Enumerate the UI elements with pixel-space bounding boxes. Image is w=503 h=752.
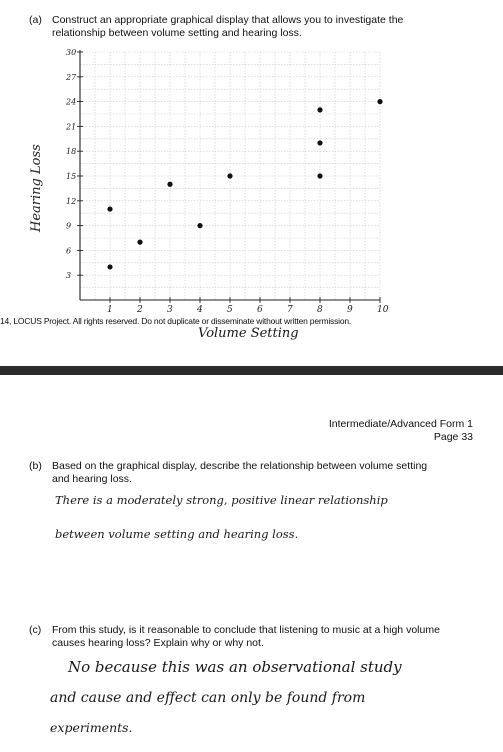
data-point: [107, 264, 112, 269]
form-header: [329, 418, 473, 444]
data-point: [167, 182, 172, 187]
part-c-label: (c): [29, 624, 42, 636]
data-point: [197, 223, 202, 228]
scatter-plot: [0, 40, 503, 320]
data-point: [317, 173, 322, 178]
x-tick-label: 1: [107, 305, 113, 315]
y-axis-label: Hearing Loss: [29, 144, 44, 232]
data-point: [317, 140, 322, 145]
part-c-prompt: From this study, is it reasonable to conclude that listening to music at a high volume causes hearing loss? Explain why or why not.: [52, 624, 440, 649]
x-tick-label: 5: [227, 305, 233, 315]
page-break-band: [0, 366, 503, 375]
y-tick-label: 6: [66, 246, 72, 256]
y-tick-label: 18: [66, 147, 77, 157]
data-point: [137, 240, 142, 245]
part-b-answer-line-1: There is a moderately strong, positive linear relationship: [55, 493, 388, 507]
x-tick-label: 8: [317, 305, 323, 315]
x-tick-label: 7: [287, 305, 293, 315]
x-axis-label: Volume Setting: [198, 326, 299, 341]
x-tick-label: 6: [257, 305, 263, 315]
data-point: [227, 173, 232, 178]
part-c-answer-line-2: and cause and effect can only be found from: [50, 690, 366, 706]
y-tick-label: 3: [66, 271, 72, 281]
y-tick-label: 9: [66, 221, 72, 231]
y-tick-label: 12: [66, 196, 77, 206]
y-tick-label: 27: [66, 72, 77, 82]
data-point: [317, 107, 322, 112]
part-b-prompt: Based on the graphical display, describe the relationship between volume setting and hearing loss.: [52, 460, 428, 485]
part-b-label: (b): [29, 460, 42, 472]
x-tick-label: 2: [137, 305, 143, 315]
y-tick-label: 30: [66, 48, 77, 57]
x-tick-label: 9: [347, 305, 353, 315]
data-point: [107, 206, 112, 211]
x-tick-label: 3: [167, 305, 173, 315]
copyright-notice: 14, LOCUS Project. All rights reserved. Do not duplicate or disseminate without written permission.: [0, 316, 352, 326]
y-tick-label: 21: [66, 122, 77, 132]
part-a-prompt: Construct an appropriate graphical display that allows you to investigate the relationship between volume setting and hearing loss.: [52, 14, 404, 39]
x-tick-label: 10: [377, 305, 389, 315]
form-title: Intermediate/Advanced Form 1: [328, 418, 473, 430]
part-a-label: (a): [29, 14, 42, 26]
page-number: Page 33: [433, 431, 473, 443]
y-tick-label: 24: [66, 97, 77, 107]
x-tick-label: 4: [197, 305, 203, 315]
data-point: [377, 99, 382, 104]
y-tick-label: 15: [66, 172, 77, 181]
part-c-answer-line-3: experiments.: [50, 720, 133, 735]
part-c-answer-line-1: No because this was an observational study: [68, 658, 402, 676]
part-b-answer-line-2: between volume setting and hearing loss.: [55, 527, 299, 541]
